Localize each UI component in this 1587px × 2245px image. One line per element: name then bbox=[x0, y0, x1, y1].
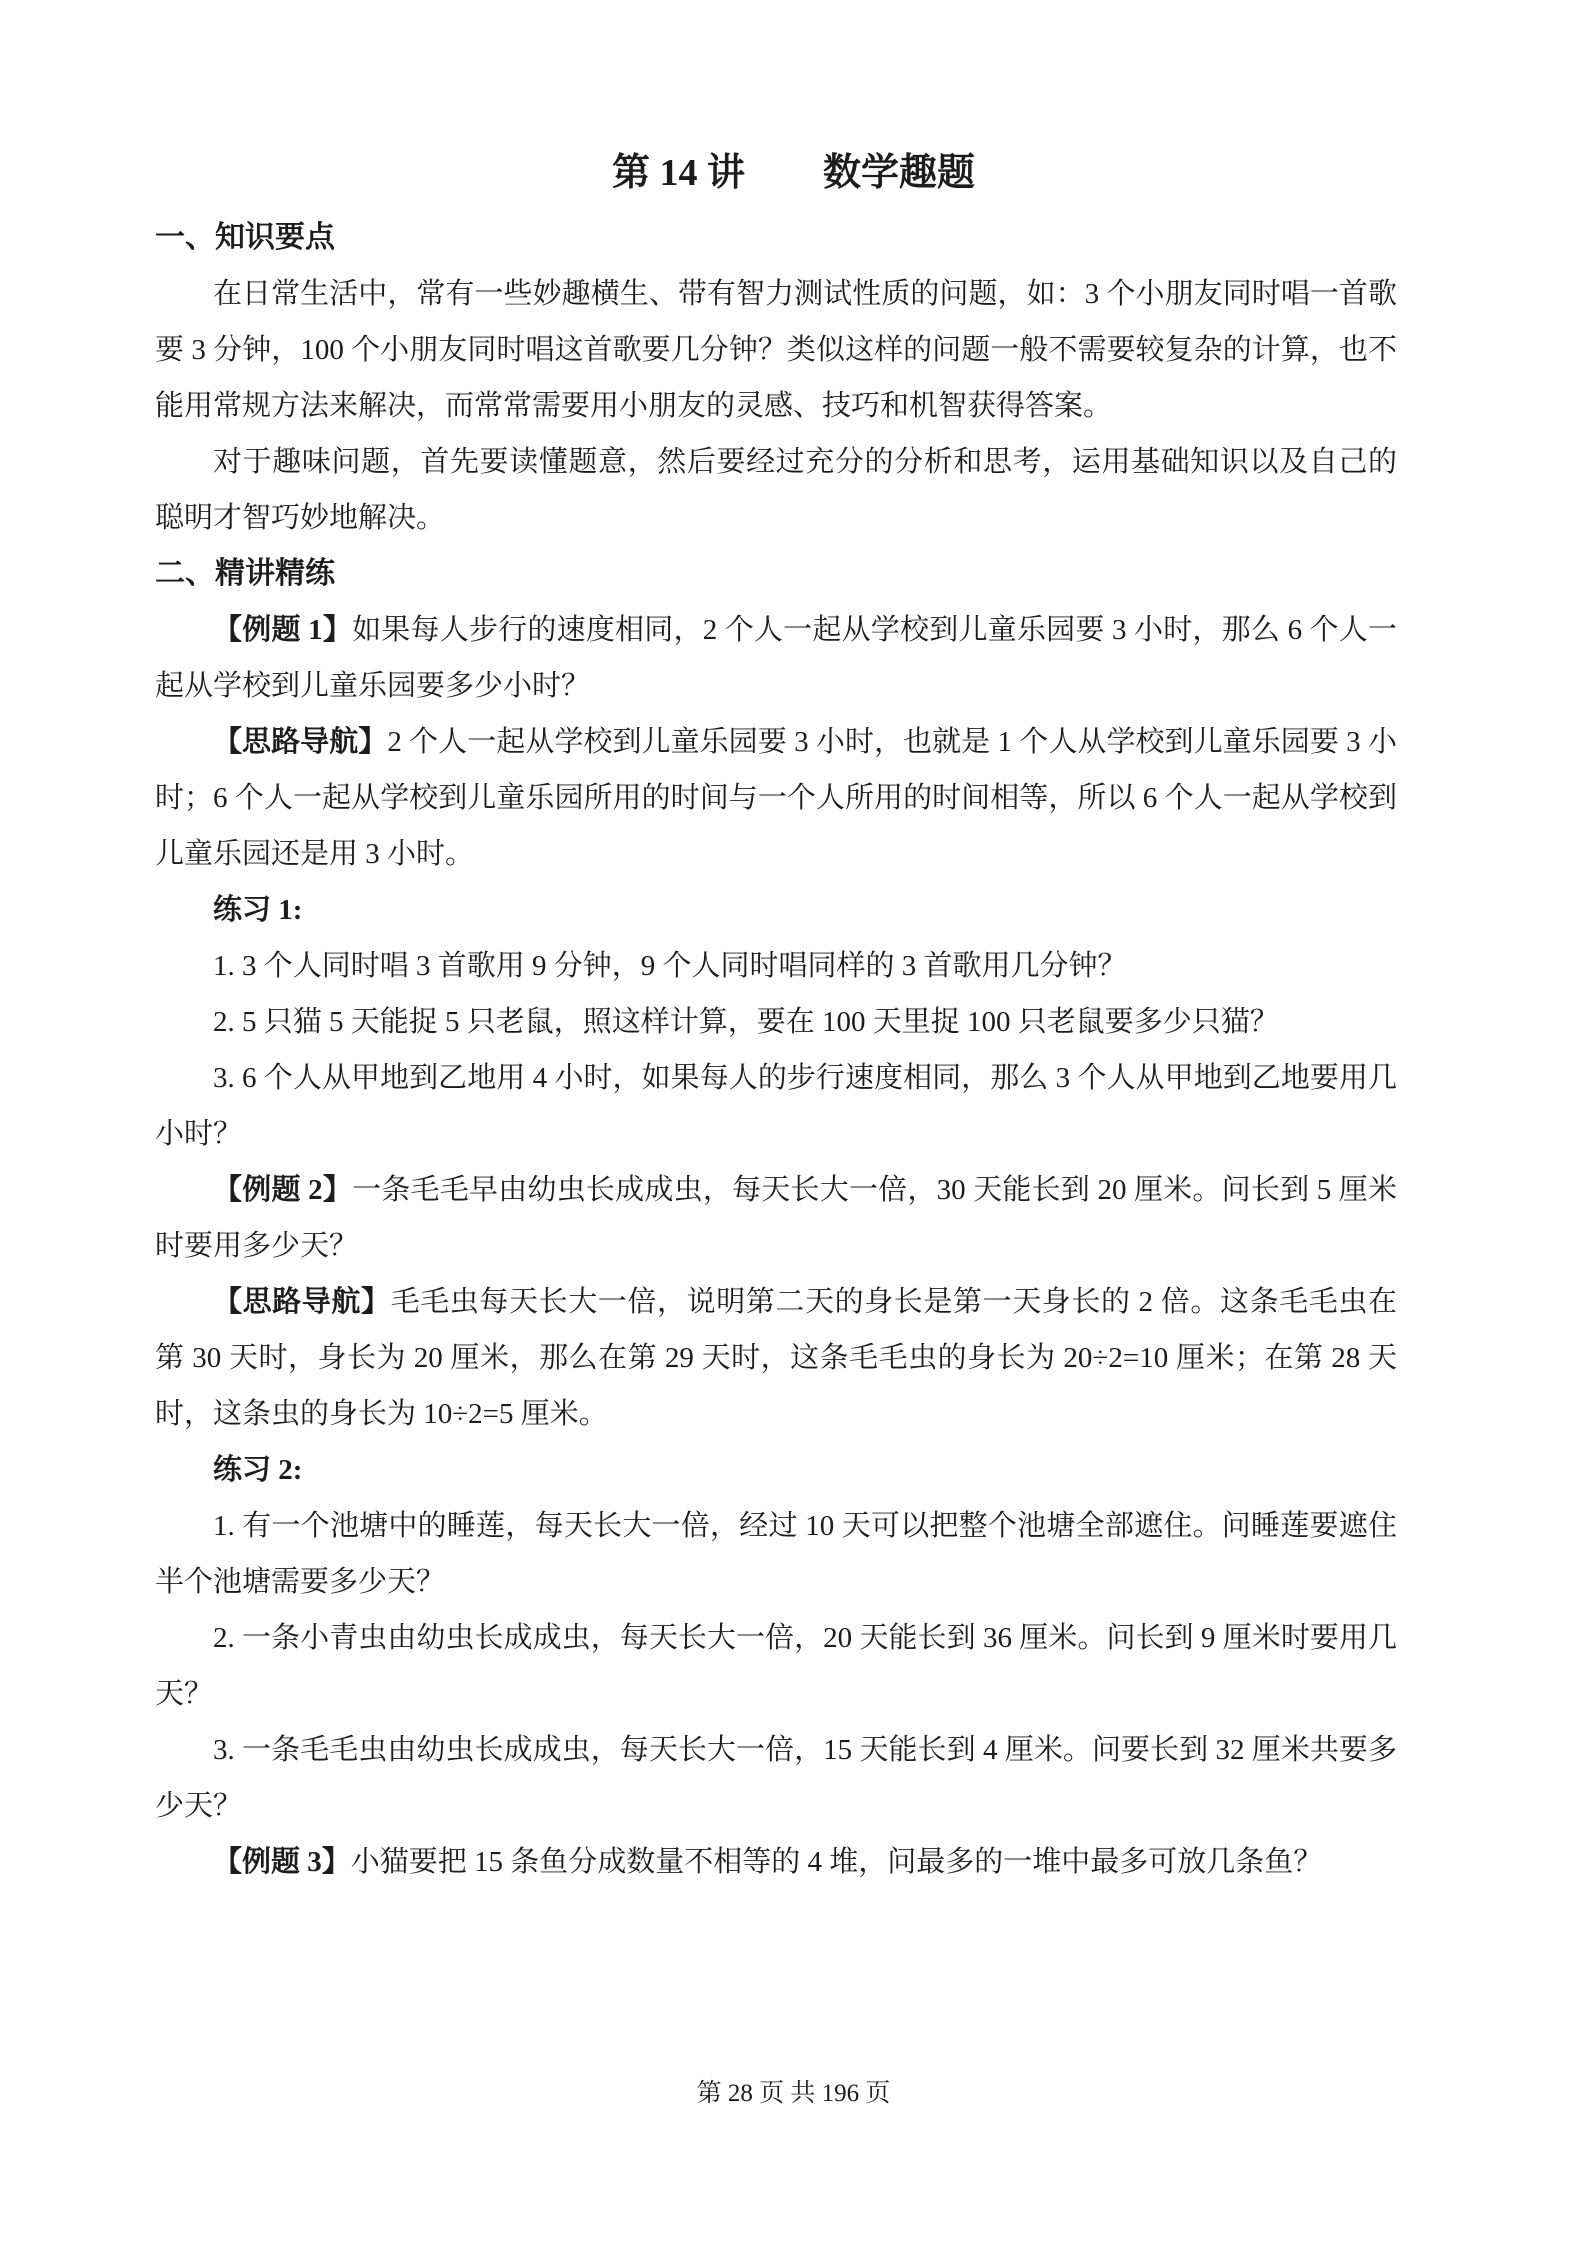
drill1-item-2: 2. 5 只猫 5 天能捉 5 只老鼠，照这样计算，要在 100 天里捉 100 只老鼠要多少只猫？ bbox=[213, 1006, 1279, 1038]
drill2-item-2: 2. 一条小青虫由幼虫长成成虫，每天长大一倍，20 天能长到 36 厘米。问长到 9 厘米时要用几天？ bbox=[155, 1622, 1397, 1710]
example1-navigation-paragraph bbox=[155, 714, 1397, 882]
knowledge-paragraph-2: 对于趣味问题，首先要读懂题意，然后要经过充分的分析和思考，运用基础知识以及自己的聪明才智巧妙地解决。 bbox=[155, 446, 1397, 534]
example1-label: 【例题 1】 bbox=[213, 614, 353, 646]
example2-label: 【例题 2】 bbox=[213, 1174, 353, 1206]
drill2-item-3: 3. 一条毛毛虫由幼虫长成成虫，每天长大一倍，15 天能长到 4 厘米。问要长到 32 厘米共要多少天？ bbox=[155, 1734, 1397, 1822]
example2-nav-text: 毛毛虫每天长大一倍，说明第二天的身长是第一天身长的 2 倍。这条毛毛虫在第 30 天时，身长为 20 厘米，那么在第 29 天时，这条毛毛虫的身长为 20÷2=10 厘米；在第 28 天时，这条虫的身长为 10÷2=5 厘米。 bbox=[155, 1286, 1397, 1430]
example3-label: 【例题 3】 bbox=[213, 1846, 351, 1878]
lesson-topic: 数学趣题 bbox=[823, 152, 976, 194]
example2-nav-label: 【思路导航】 bbox=[213, 1286, 391, 1318]
page-title bbox=[0, 0, 1587, 198]
lesson-number: 第 14 讲 bbox=[611, 152, 745, 194]
drill1-item-3: 3. 6 个人从甲地到乙地用 4 小时，如果每人的步行速度相同，那么 3 个人从甲地到乙地要用几小时？ bbox=[155, 1062, 1397, 1150]
drill2-item-1: 1. 有一个池塘中的睡莲，每天长大一倍，经过 10 天可以把整个池塘全部遮住。问睡莲要遮住半个池塘需要多少天？ bbox=[155, 1510, 1397, 1598]
example2-navigation-paragraph bbox=[155, 1274, 1397, 1442]
example1-paragraph bbox=[155, 602, 1397, 714]
knowledge-paragraph-1: 在日常生活中，常有一些妙趣横生、带有智力测试性质的问题，如：3 个小朋友同时唱一首歌要 3 分钟，100 个小朋友同时唱这首歌要几分钟？类似这样的问题一般不需要较复杂的计算，也不能用常规方法来解决，而常常需要用小朋友的灵感、技巧和机智获得答案。 bbox=[155, 278, 1397, 422]
section-heading-practice: 二、精讲精练 bbox=[155, 557, 335, 590]
drill1-item-1: 1. 3 个人同时唱 3 首歌用 9 分钟，9 个人同时唱同样的 3 首歌用几分钟？ bbox=[213, 950, 1127, 982]
example1-nav-label: 【思路导航】 bbox=[213, 726, 388, 758]
example3-text: 小猫要把 15 条鱼分成数量不相等的 4 堆，问最多的一堆中最多可放几条鱼？ bbox=[350, 1846, 1323, 1878]
section-heading-knowledge: 一、知识要点 bbox=[155, 221, 335, 254]
page-number-footer: 第 28 页 共 196 页 bbox=[696, 2080, 891, 2107]
example1-nav-text: 2 个人一起从学校到儿童乐园要 3 小时，也就是 1 个人从学校到儿童乐园要 3 小时；6 个人一起从学校到儿童乐园所用的时间与一个人所用的时间相等，所以 6 个人一起从学校到儿童乐园还是用 3 小时。 bbox=[155, 726, 1397, 870]
drill2-heading: 练习 2: bbox=[213, 1454, 303, 1486]
document-body bbox=[155, 210, 1397, 1890]
example2-paragraph bbox=[155, 1162, 1397, 1274]
drill1-heading: 练习 1: bbox=[213, 894, 303, 926]
example1-text: 如果每人步行的速度相同，2 个人一起从学校到儿童乐园要 3 小时，那么 6 个人一起从学校到儿童乐园要多少小时？ bbox=[155, 614, 1397, 702]
example2-text: 一条毛毛早由幼虫长成成虫，每天长大一倍，30 天能长到 20 厘米。问长到 5 厘米时要用多少天？ bbox=[155, 1174, 1397, 1262]
example3-paragraph bbox=[155, 1834, 1397, 1890]
